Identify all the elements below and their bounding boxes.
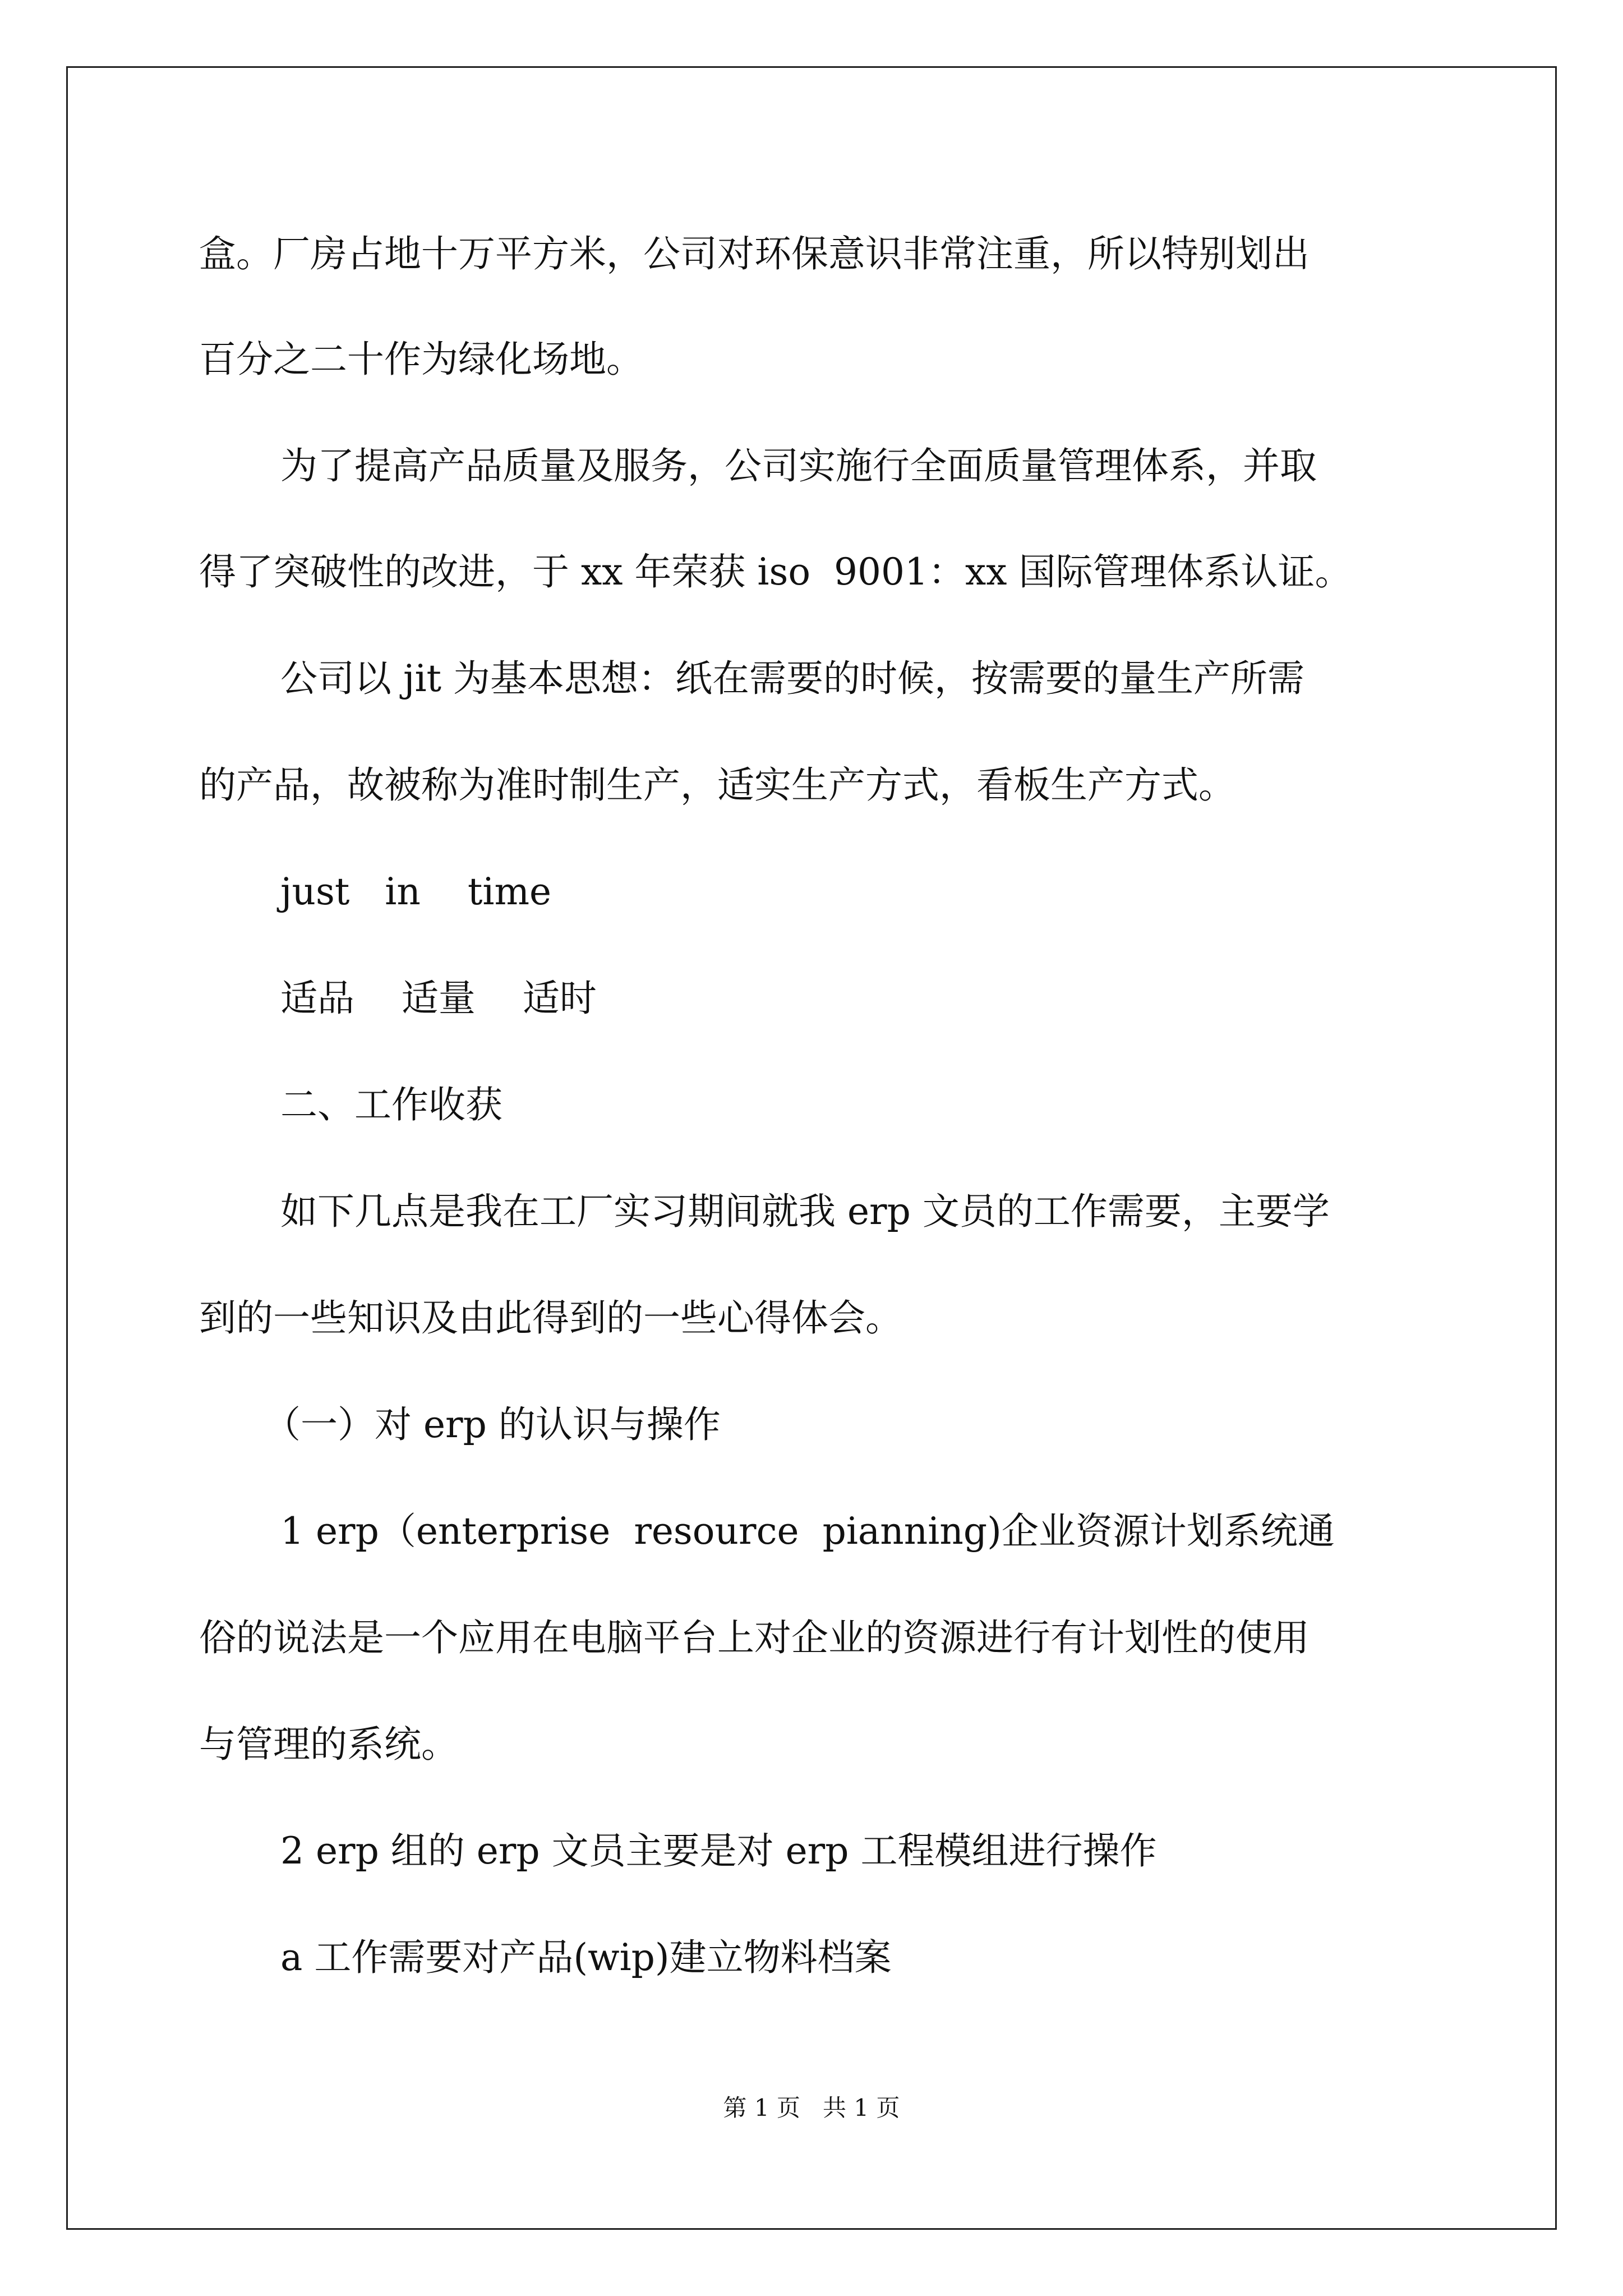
text-line: 百分之二十作为绿化场地。 xyxy=(199,338,643,381)
text-line: 适品 适量 适时 xyxy=(280,977,597,1020)
text-line: 1 erp（enterprise resource pianning)企业资源计划系统通 xyxy=(280,1510,1335,1553)
text-line: 为了提高产品质量及服务，公司实施行全面质量管理体系，并取 xyxy=(280,444,1317,487)
text-line: 与管理的系统。 xyxy=(199,1723,458,1766)
text-line: 到的一些知识及由此得到的一些心得体会。 xyxy=(199,1296,902,1340)
text-line: just in time xyxy=(280,870,552,913)
text-line: 2 erp 组的 erp 文员主要是对 erp 工程模组进行操作 xyxy=(280,1829,1157,1872)
page-number-footer: 第 1 页 共 1 页 xyxy=(723,2094,900,2122)
text-line: 盒。厂房占地十万平方米，公司对环保意识非常注重，所以特别划出 xyxy=(199,232,1310,275)
page-border xyxy=(66,66,1557,2230)
text-line: 得了突破性的改进，于 xx 年荣获 iso 9001：xx 国际管理体系认证。 xyxy=(199,550,1352,593)
text-line: 的产品，故被称为准时制生产，适实生产方式，看板生产方式。 xyxy=(199,763,1235,807)
section-heading: 二、工作收获 xyxy=(280,1083,502,1126)
subsection-heading: （一）对 erp 的认识与操作 xyxy=(264,1403,721,1446)
text-line: 俗的说法是一个应用在电脑平台上对企业的资源进行有计划性的使用 xyxy=(199,1616,1310,1659)
text-line: 如下几点是我在工厂实习期间就我 erp 文员的工作需要，主要学 xyxy=(280,1190,1330,1233)
text-line: a 工作需要对产品(wip)建立物料档案 xyxy=(280,1936,892,1979)
text-line: 公司以 jit 为基本思想：纸在需要的时候，按需要的量生产所需 xyxy=(280,657,1305,700)
